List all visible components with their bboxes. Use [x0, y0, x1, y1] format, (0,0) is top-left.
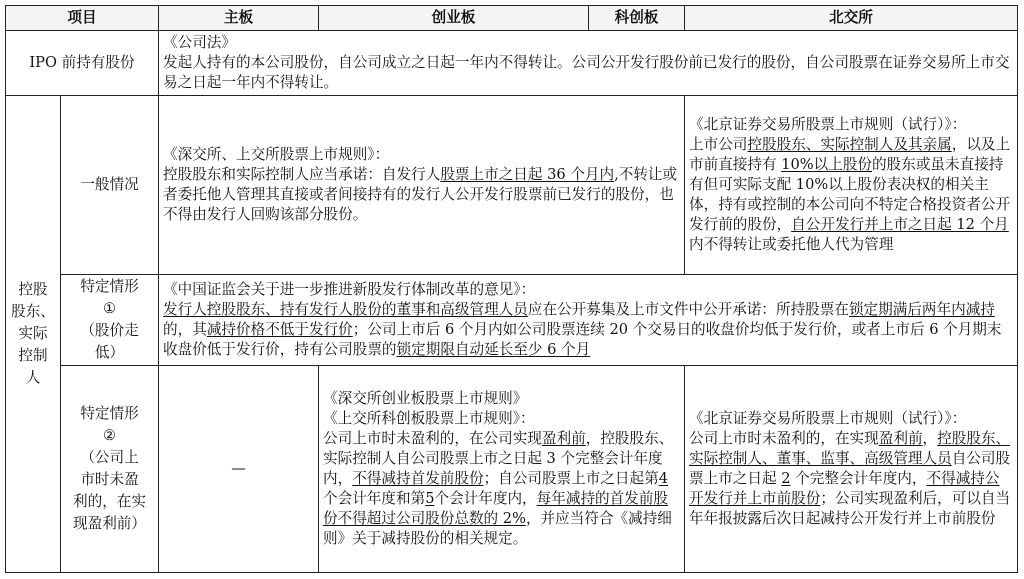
general-bse-content — [685, 95, 1018, 274]
ipo-text: 发起人持有的本公司股份，自公司成立之日起一年内不得转让。公司公开发行股份前已发行的股份，自公司股票在证券交易所上市交易之日起一年内不得转让。 — [163, 54, 1010, 92]
special1-row — [6, 274, 1018, 365]
header-star: 科创板 — [589, 6, 685, 31]
special2-cs-content — [319, 365, 685, 572]
special1-text: 发行人控股股东、持有发行人股份的董事和高级管理人员应在公开募集及上市文件中公开承诺：所持股票在锁定期满后两年内减持的，其减持价格不低于发行价；公司上市后 6 个月内如公司股票连续 20 个交易日的收盘价均低于发行价，或者上市后 6 个月期末收盘价低于发行价，持有公司股票的锁定期限自动延长至少 6 个月 — [163, 300, 1002, 358]
general-main-content — [159, 95, 685, 274]
special2-bse-rule: 《北京证券交易所股票上市规则（试行）》： — [689, 409, 967, 427]
controller-label: 控股 股东、 实际 控制 人 — [6, 95, 61, 572]
special2-label: 特定情形 ② （公司上 市时未盈 利的，在实 现盈利前） — [61, 365, 159, 572]
header-chinext: 创业板 — [319, 6, 589, 31]
header-row — [6, 6, 1018, 31]
special1-label: 特定情形 ① （股价走 低） — [61, 274, 159, 365]
ipo-row — [6, 31, 1018, 96]
ipo-content — [159, 31, 1018, 96]
header-main-board: 主板 — [159, 6, 319, 31]
general-main-rule: 《深交所、上交所股票上市规则》： — [163, 145, 390, 163]
special2-bse-content — [685, 365, 1018, 572]
general-bse-text: 上市公司控股股东、实际控制人及其亲属，以及上市前直接持有 10%以上股份的股东或虽未直接持有但可实际支配 10%以上股份表决权的相关主体，持有或控制的本公司向不特定合格投资者公开发行前的股份，自公开发行并上市之日起 12 个月内不得转让或委托他人代为管理 — [689, 135, 1011, 253]
general-label: 一般情况 — [61, 95, 159, 274]
header-bse: 北交所 — [685, 6, 1018, 31]
special2-bse-text: 公司上市时未盈利的，在实现盈利前，控股股东、实际控制人、董事、监事、高级管理人员自公司股票上市之日起 2 个完整会计年度内，不得减持公开发行并上市前股份；公司实现盈利后，可以自当年年报披露后次日起减持公开发行并上市前股份 — [689, 429, 1011, 527]
general-bse-rule: 《北京证券交易所股票上市规则（试行）》： — [689, 115, 967, 133]
ipo-label: IPO 前持有股份 — [6, 31, 159, 96]
general-row — [6, 95, 1018, 274]
header-item: 项目 — [6, 6, 159, 31]
special2-cs-rule2: 《上交所科创板股票上市规则》： — [323, 409, 535, 427]
lockup-comparison-table — [5, 5, 1018, 573]
special1-content — [159, 274, 1018, 365]
special2-row — [6, 365, 1018, 572]
special2-cs-text: 公司上市时未盈利的，在公司实现盈利前，控股股东、实际控制人自公司股票上市之日起 3 个完整会计年度内，不得减持首发前股份；自公司股票上市之日起第4个会计年度和第5个会计年度内，每年减持的首发前股份不得超过公司股份总数的 2%，并应当符合《减持细则》关于减持股份的相关规定。 — [323, 429, 674, 547]
special1-rule: 《中国证监会关于进一步推进新股发行体制改革的意见》： — [163, 280, 536, 298]
special2-cs-rule1: 《深交所创业板股票上市规则》 — [323, 389, 528, 407]
general-main-text: 控股股东和实际控制人应当承诺：自发行人股票上市之日起 36 个月内,不转让或者委托他人管理其直接或者间接持有的发行人公开发行股票前已发行的股份，也不得由发行人回购该部分股份。 — [163, 165, 678, 223]
special2-main-dash: — — [159, 365, 319, 572]
ipo-law: 《公司法》 — [163, 34, 236, 52]
